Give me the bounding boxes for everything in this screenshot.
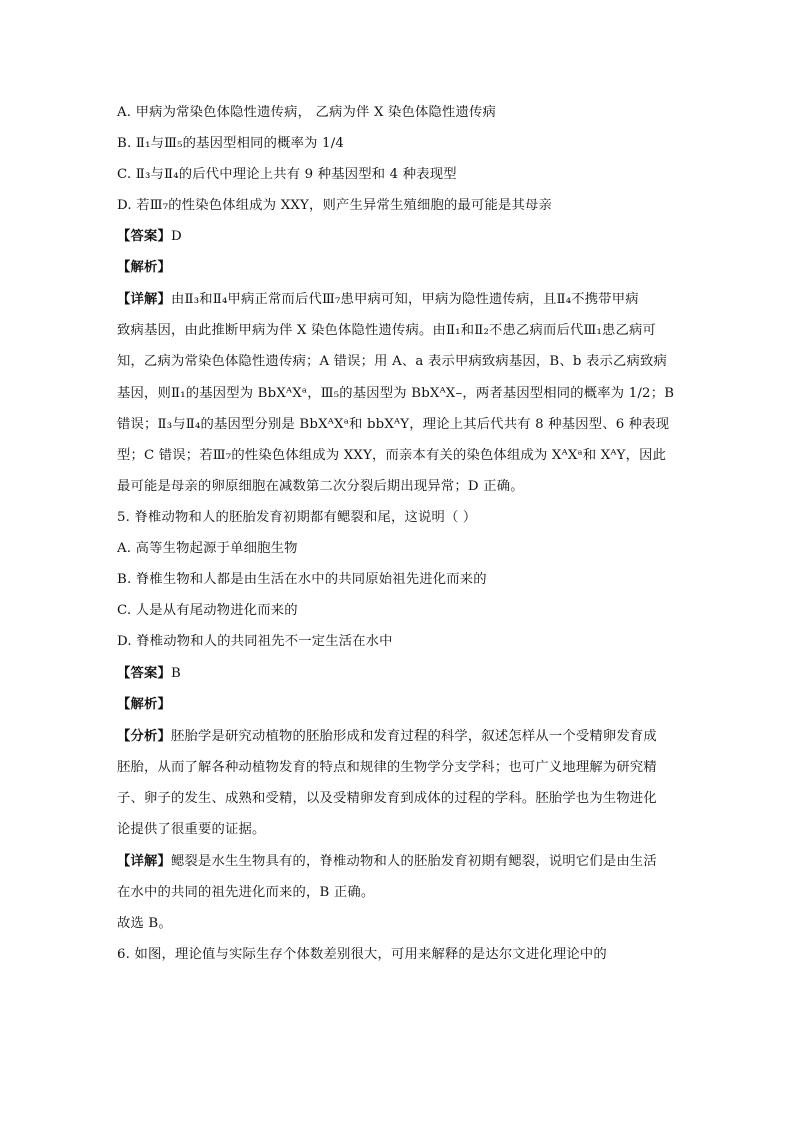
answer-tag: 【答案】 — [117, 229, 171, 244]
q5-conclusion: 故选 B。 — [117, 916, 172, 931]
analysis-tag: 【解析】 — [117, 260, 171, 275]
q5-answer — [117, 665, 687, 683]
fenxi-text: 胚胎学是研究动植物的胚胎形成和发育过程的科学，叙述怎样从一个受精卵发育成 — [171, 729, 657, 744]
q4-detail-line: 基因，则Ⅱ₁的基因型为 BbXᴬXᵃ，Ⅲ₅的基因型为 BbXᴬX–，两者基因型相同的概率为 1/2；B — [117, 386, 675, 401]
q5-detail-line: 在水中的共同的祖先进化而来的，B 正确。 — [117, 885, 375, 900]
q4-analysis-heading — [117, 259, 687, 277]
analysis-tag: 【解析】 — [117, 697, 171, 712]
q4-option-d: D. 若Ⅲ₇的性染色体组成为 XXY，则产生异常生殖细胞的最可能是其母亲 — [117, 198, 552, 213]
q5-stem: 5. 脊椎动物和人的胚胎发育初期都有鳃裂和尾，这说明（ ） — [117, 510, 477, 525]
q6-stem: 6. 如图，理论值与实际生存个体数差别很大，可用来解释的是达尔文进化理论中的 — [117, 947, 607, 962]
q4-detail-line: 最可能是母亲的卵原细胞在减数第二次分裂后期出现异常；D 正确。 — [117, 479, 524, 494]
q5-option-d: D. 脊椎动物和人的共同祖先不一定生活在水中 — [117, 634, 393, 649]
q4-answer — [117, 228, 687, 246]
answer-value: D — [171, 229, 182, 244]
answer-value: B — [171, 666, 181, 681]
q5-option-a: A. 高等生物起源于单细胞生物 — [117, 541, 298, 556]
q4-option-a: A. 甲病为常染色体隐性遗传病， 乙病为伴 X 染色体隐性遗传病 — [117, 105, 497, 120]
q5-fenxi-line: 胚胎，从而了解各种动植物发育的特点和规律的生物学分支学科；也可广义地理解为研究精 — [117, 760, 657, 775]
detail-tag: 【详解】 — [117, 854, 171, 869]
q4-option-b: B. Ⅱ₁与Ⅲ₅的基因型相同的概率为 1/4 — [117, 136, 345, 151]
q4-option-c: C. Ⅱ₃与Ⅱ₄的后代中理论上共有 9 种基因型和 4 种表现型 — [117, 167, 457, 182]
q4-detail-line: 致病基因，由此推断甲病为伴 X 染色体隐性遗传病。由Ⅱ₁和Ⅱ₂不患乙病而后代Ⅲ₁患乙病可 — [117, 323, 656, 338]
q5-analysis-heading — [117, 696, 687, 714]
q5-fenxi-line: 论提供了很重要的证据。 — [117, 822, 266, 837]
q4-detail-line: 知，乙病为常染色体隐性遗传病；A 错误；用 A、a 表示甲病致病基因，B、b 表示乙病致病 — [117, 354, 668, 369]
q5-fenxi-line — [117, 728, 687, 746]
answer-tag: 【答案】 — [117, 666, 171, 681]
detail-text: 由Ⅱ₃和Ⅱ₄甲病正常而后代Ⅲ₇患甲病可知，甲病为隐性遗传病，且Ⅱ₄不携带甲病 — [171, 292, 639, 307]
q5-option-b: B. 脊椎生物和人都是由生活在水中的共同原始祖先进化而来的 — [117, 572, 487, 587]
detail-text: 鳃裂是水生生物具有的，脊椎动物和人的胚胎发育初期有鳃裂，说明它们是由生活 — [171, 854, 657, 869]
fenxi-tag: 【分析】 — [117, 729, 171, 744]
q5-option-c: C. 人是从有尾动物进化而来的 — [117, 603, 298, 618]
q5-detail-line — [117, 853, 687, 871]
q4-detail-line: 错误；Ⅱ₃与Ⅱ₄的基因型分别是 BbXᴬXᵃ和 bbXᴬY，理论上其后代共有 8 种基因型、6 种表现 — [117, 417, 670, 432]
q4-detail-line — [117, 291, 687, 309]
q4-detail-line: 型；C 错误；若Ⅲ₇的性染色体组成为 XXY，而亲本有关的染色体组成为 XᴬXᵃ和 XᴬY，因此 — [117, 448, 667, 463]
detail-tag: 【详解】 — [117, 292, 171, 307]
q5-fenxi-line: 子、卵子的发生、成熟和受精，以及受精卵发育到成体的过程的学科。胚胎学也为生物进化 — [117, 791, 657, 806]
